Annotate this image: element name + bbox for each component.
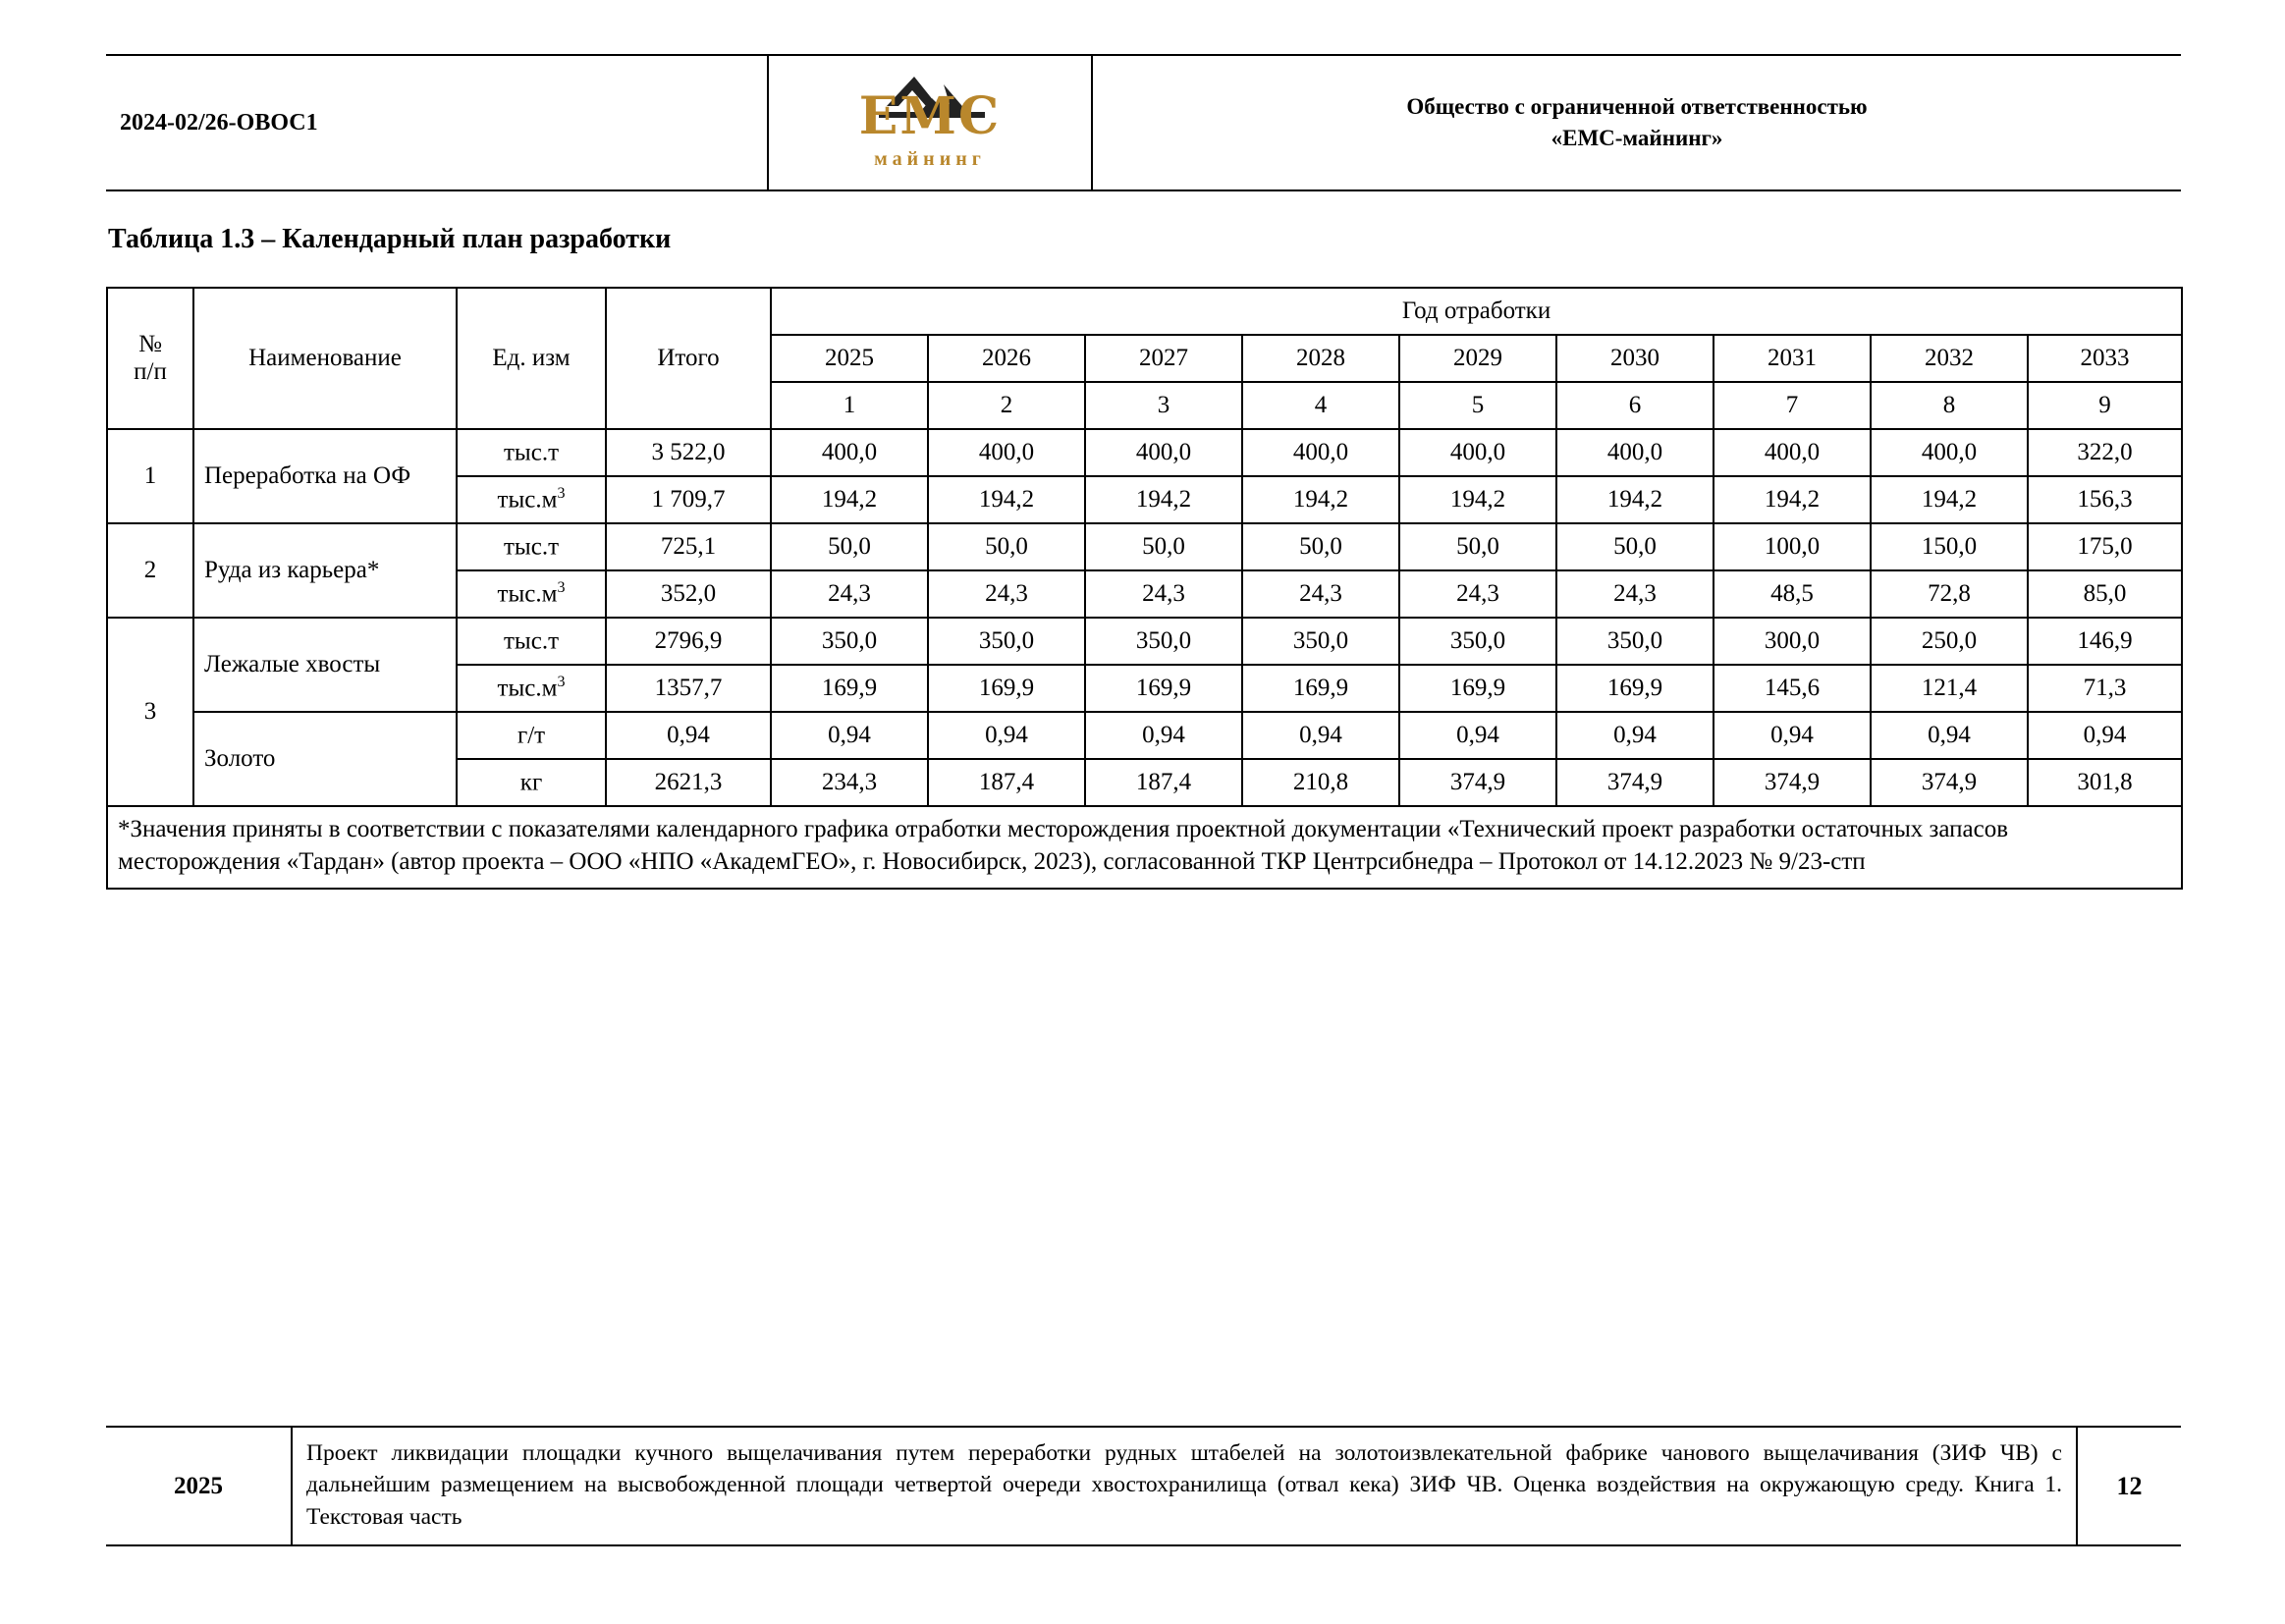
cell: 374,9 <box>1399 759 1556 806</box>
row-unit <box>457 712 606 759</box>
cell: 85,0 <box>2028 570 2182 618</box>
header-year-3: 2028 <box>1242 335 1399 382</box>
table-row <box>107 618 2182 665</box>
row-total: 725,1 <box>606 523 771 570</box>
cell: 0,94 <box>1871 712 2028 759</box>
table-note-row <box>107 806 2182 889</box>
cell: 194,2 <box>1242 476 1399 523</box>
header-year-index-4: 5 <box>1399 382 1556 429</box>
table-row <box>107 712 2182 759</box>
cell: 322,0 <box>2028 429 2182 476</box>
table-note: *Значения приняты в соответствии с показателями календарного графика отработки месторождения проектной документации «Технический проект разработки остаточных запасов месторождения «Тардан» (автор проекта – ООО «НПО «АкадемГЕО», г. Новосибирск, 2023), согласованной ТКР Центрсибнедра – Протокол от 14.12.2023 № 9/23-стп <box>107 806 2182 889</box>
cell: 187,4 <box>1085 759 1242 806</box>
unit-text: тыс.м <box>497 675 558 702</box>
cell: 350,0 <box>771 618 928 665</box>
header-years-group: Год отработки <box>771 288 2182 335</box>
header-year-5: 2030 <box>1556 335 1714 382</box>
header-year-index-3: 4 <box>1242 382 1399 429</box>
cell: 400,0 <box>1242 429 1399 476</box>
unit-text: тыс.т <box>504 627 559 655</box>
row-name: Руда из карьера* <box>193 523 457 618</box>
unit-text: тыс.т <box>504 533 559 561</box>
table-title: Таблица 1.3 – Календарный план разработки <box>108 224 672 254</box>
row-num: 1 <box>107 429 193 523</box>
cell: 24,3 <box>1242 570 1399 618</box>
cell: 169,9 <box>771 665 928 712</box>
cell: 400,0 <box>1871 429 2028 476</box>
unit-text: тыс.м <box>497 580 558 608</box>
cell: 400,0 <box>1399 429 1556 476</box>
cell: 121,4 <box>1871 665 2028 712</box>
unit-text: тыс.м <box>497 486 558 514</box>
cell: 400,0 <box>771 429 928 476</box>
unit-superscript: 3 <box>557 579 566 597</box>
cell: 24,3 <box>928 570 1085 618</box>
cell: 0,94 <box>1242 712 1399 759</box>
header-year-0: 2025 <box>771 335 928 382</box>
cell: 72,8 <box>1871 570 2028 618</box>
cell: 169,9 <box>1556 665 1714 712</box>
row-unit <box>457 759 606 806</box>
cell: 169,9 <box>1085 665 1242 712</box>
table-row <box>107 429 2182 476</box>
cell: 145,6 <box>1714 665 1871 712</box>
row-total: 1357,7 <box>606 665 771 712</box>
cell: 400,0 <box>1085 429 1242 476</box>
cell: 0,94 <box>928 712 1085 759</box>
header-year-index-1: 2 <box>928 382 1085 429</box>
cell: 169,9 <box>1399 665 1556 712</box>
row-unit <box>457 665 606 712</box>
cell: 350,0 <box>1085 618 1242 665</box>
cell: 48,5 <box>1714 570 1871 618</box>
cell: 301,8 <box>2028 759 2182 806</box>
company-name-line1: Общество с ограниченной ответственностью <box>1406 93 1868 119</box>
cell: 24,3 <box>1556 570 1714 618</box>
cell: 400,0 <box>928 429 1085 476</box>
cell: 50,0 <box>1085 523 1242 570</box>
header-year-index-7: 8 <box>1871 382 2028 429</box>
cell: 24,3 <box>1399 570 1556 618</box>
table-row <box>107 523 2182 570</box>
row-num: 2 <box>107 523 193 618</box>
header-doc-code: 2024-02/26-ОВОС1 <box>106 56 769 189</box>
cell: 0,94 <box>2028 712 2182 759</box>
cell: 150,0 <box>1871 523 2028 570</box>
cell: 374,9 <box>1714 759 1871 806</box>
logo-subtext: майнинг <box>874 148 986 170</box>
cell: 234,3 <box>771 759 928 806</box>
header-year-7: 2032 <box>1871 335 2028 382</box>
header-year-6: 2031 <box>1714 335 1871 382</box>
cell: 374,9 <box>1556 759 1714 806</box>
row-total: 1 709,7 <box>606 476 771 523</box>
cell: 24,3 <box>771 570 928 618</box>
row-total: 3 522,0 <box>606 429 771 476</box>
cell: 194,2 <box>1714 476 1871 523</box>
cell: 50,0 <box>771 523 928 570</box>
row-unit <box>457 618 606 665</box>
page-footer <box>106 1426 2181 1546</box>
header-year-2: 2027 <box>1085 335 1242 382</box>
company-name <box>1093 56 2181 189</box>
cell: 350,0 <box>928 618 1085 665</box>
cell: 0,94 <box>771 712 928 759</box>
footer-year: 2025 <box>106 1428 293 1544</box>
cell: 300,0 <box>1714 618 1871 665</box>
unit-text: г/т <box>517 722 546 749</box>
row-total: 352,0 <box>606 570 771 618</box>
cell: 210,8 <box>1242 759 1399 806</box>
cell: 146,9 <box>2028 618 2182 665</box>
cell: 175,0 <box>2028 523 2182 570</box>
cell: 24,3 <box>1085 570 1242 618</box>
cell: 50,0 <box>1556 523 1714 570</box>
cell: 374,9 <box>1871 759 2028 806</box>
cell: 0,94 <box>1556 712 1714 759</box>
unit-text: кг <box>519 769 543 796</box>
page-header <box>106 54 2181 191</box>
header-year-index-2: 3 <box>1085 382 1242 429</box>
row-name: Переработка на ОФ <box>193 429 457 523</box>
cell: 0,94 <box>1085 712 1242 759</box>
cell: 194,2 <box>1871 476 2028 523</box>
row-total: 2621,3 <box>606 759 771 806</box>
company-name-line2: «ЕМС-майнинг» <box>1551 126 1723 150</box>
row-num: 3 <box>107 618 193 806</box>
cell: 50,0 <box>1242 523 1399 570</box>
cell: 350,0 <box>1242 618 1399 665</box>
cell: 194,2 <box>928 476 1085 523</box>
header-year-index-6: 7 <box>1714 382 1871 429</box>
unit-superscript: 3 <box>557 674 566 691</box>
cell: 250,0 <box>1871 618 2028 665</box>
cell: 194,2 <box>1399 476 1556 523</box>
unit-superscript: 3 <box>557 485 566 503</box>
table-header-row-1 <box>107 288 2182 335</box>
header-num-line2: п/п <box>134 358 167 385</box>
header-year-1: 2026 <box>928 335 1085 382</box>
cell: 350,0 <box>1556 618 1714 665</box>
header-year-4: 2029 <box>1399 335 1556 382</box>
header-year-index-5: 6 <box>1556 382 1714 429</box>
cell: 194,2 <box>1556 476 1714 523</box>
row-unit <box>457 476 606 523</box>
row-name: Лежалые хвосты <box>193 618 457 712</box>
unit-text: тыс.т <box>504 439 559 466</box>
cell: 194,2 <box>771 476 928 523</box>
cell: 169,9 <box>928 665 1085 712</box>
cell: 0,94 <box>1714 712 1871 759</box>
header-name: Наименование <box>193 288 457 429</box>
cell: 50,0 <box>928 523 1085 570</box>
row-unit <box>457 523 606 570</box>
cell: 0,94 <box>1399 712 1556 759</box>
row-total: 2796,9 <box>606 618 771 665</box>
cell: 350,0 <box>1399 618 1556 665</box>
row-name: Золото <box>193 712 457 806</box>
header-unit: Ед. изм <box>457 288 606 429</box>
cell: 194,2 <box>1085 476 1242 523</box>
row-unit <box>457 570 606 618</box>
cell: 400,0 <box>1556 429 1714 476</box>
cell: 400,0 <box>1714 429 1871 476</box>
header-year-8: 2033 <box>2028 335 2182 382</box>
header-year-index-0: 1 <box>771 382 928 429</box>
header-num-line1: № <box>138 331 162 357</box>
logo-text: EMC <box>858 86 1002 146</box>
calendar-plan-table <box>106 287 2181 890</box>
cell: 50,0 <box>1399 523 1556 570</box>
header-num <box>107 288 193 429</box>
row-total: 0,94 <box>606 712 771 759</box>
cell: 169,9 <box>1242 665 1399 712</box>
page-number: 12 <box>2116 1471 2143 1500</box>
cell: 156,3 <box>2028 476 2182 523</box>
company-logo <box>769 56 1093 189</box>
header-total: Итого <box>606 288 771 429</box>
footer-description: Проект ликвидации площадки кучного выщелачивания путем переработки рудных штабелей на золотоизвлекательной фабрике чанового выщелачивания (ЗИФ ЧВ) с дальнейшим размещением на высвобожденной площади четвертой очереди хвостохранилища (отвал кека) ЗИФ ЧВ. Оценка воздействия на окружающую среду. Книга 1. Текстовая часть <box>293 1428 2078 1544</box>
cell: 100,0 <box>1714 523 1871 570</box>
cell: 187,4 <box>928 759 1085 806</box>
header-year-index-8: 9 <box>2028 382 2182 429</box>
cell: 71,3 <box>2028 665 2182 712</box>
row-unit <box>457 429 606 476</box>
